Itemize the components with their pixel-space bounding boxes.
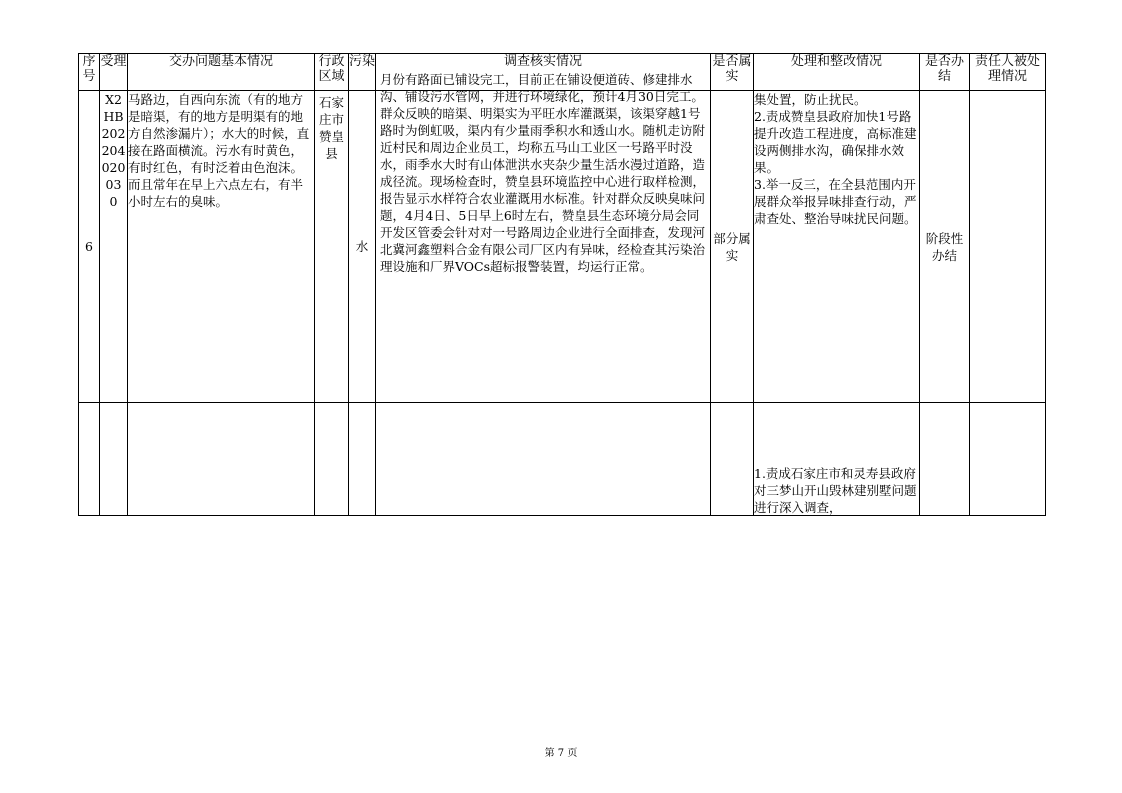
row7-pollution — [349, 403, 376, 516]
header-pollution: 污染 — [349, 54, 376, 91]
region-text: 石家庄市赞皇县 — [318, 95, 344, 161]
row-seq: 6 — [79, 91, 100, 403]
row-investigation — [376, 72, 711, 403]
header-investigation: 调查核实情况 — [376, 54, 711, 91]
row7-seq — [79, 403, 100, 516]
row7-handling — [754, 403, 920, 516]
accept-number: X2HB20220402003 0 — [101, 92, 126, 209]
header-problem: 交办问题基本情况 — [128, 54, 315, 91]
table-row — [79, 403, 1046, 516]
investigation-top-text: 月份有路面已铺设完工，目前正在铺设便道砖、修建排水沟、铺设污水管网，并进行环境绿化，预计4月30日完工。 — [380, 72, 704, 104]
row7-problem — [128, 403, 315, 516]
complaint-table — [78, 53, 1046, 516]
handling-text: 集处置，防止扰民。 2.责成赞皇县政府加快1号路提升改造工程进度，高标准建设两侧排水沟，确保排水效果。 3.举一反三，在全县范围内开展群众举报异味排查行动，严肃查处、整治导味扰民问题。 — [754, 92, 917, 226]
problem-text: 马路边，自西向东流（有的地方是暗渠，有的地方是明渠有的地方自然渗漏片）；水大的时候，直接在路面横流。污水有时黄色，有时红色，有时泛着由色泡沫。而且常年在早上六点左右，有半小时左右的臭味。 — [128, 92, 310, 209]
row7-handling-text: 1.责成石家庄市和灵寿县政府对三梦山开山毁林建别墅问题进行深入调查， — [754, 466, 917, 515]
row7-accept — [100, 403, 128, 516]
header-accountability: 责任人被处理情况 — [970, 54, 1046, 91]
row-region — [315, 91, 349, 403]
header-is-true: 是否属实 — [711, 54, 754, 91]
header-region: 行政区域 — [315, 54, 349, 91]
row7-region — [315, 403, 349, 516]
row7-investigation — [376, 403, 711, 516]
row-is-true: 部分属实 — [711, 91, 754, 403]
header-accept: 受理 — [100, 54, 128, 91]
row-problem — [128, 91, 315, 403]
row7-is-true — [711, 403, 754, 516]
row-accept-no — [100, 91, 128, 403]
header-seq: 序号 — [79, 54, 100, 91]
header-conclusion: 是否办结 — [920, 54, 970, 91]
row-accountability — [970, 91, 1046, 403]
header-handling: 处理和整改情况 — [754, 54, 920, 91]
handling-clip — [754, 403, 919, 514]
row-conclusion: 阶段性办结 — [920, 91, 970, 403]
investigation-text: 群众反映的暗渠、明渠实为平旺水库灌溉渠，该渠穿越1号路时为倒虹吸，渠内有少量雨季积水和透山水。随机走访附近村民和周边企业员工，均称五马山工业区一号路平时没水，雨季水大时有山体泄洪水夹杂少量生活水漫过道路，造成径流。现场检查时，赞皇县环境监控中心进行取样检测，报告显示水样符合农业灌溉用水标准。针对群众反映臭味问题，4月4日、5日早上6时左右，赞皇县生态环境分局会同开发区管委会针对对一号路周边企业进行全面排查，发现河北冀河鑫塑料合金有限公司厂区内有异味，经检查其污染治理设施和厂界VOCs超标报警装置，均运行正常。 — [380, 106, 706, 274]
row-pollution: 水 — [349, 91, 376, 403]
row-handling — [754, 91, 920, 403]
page-number: 第 7 页 — [544, 748, 578, 759]
investigation-clipped — [380, 72, 706, 105]
row7-conclusion — [920, 403, 970, 516]
table-row — [79, 91, 1046, 403]
row7-accountability — [970, 403, 1046, 516]
